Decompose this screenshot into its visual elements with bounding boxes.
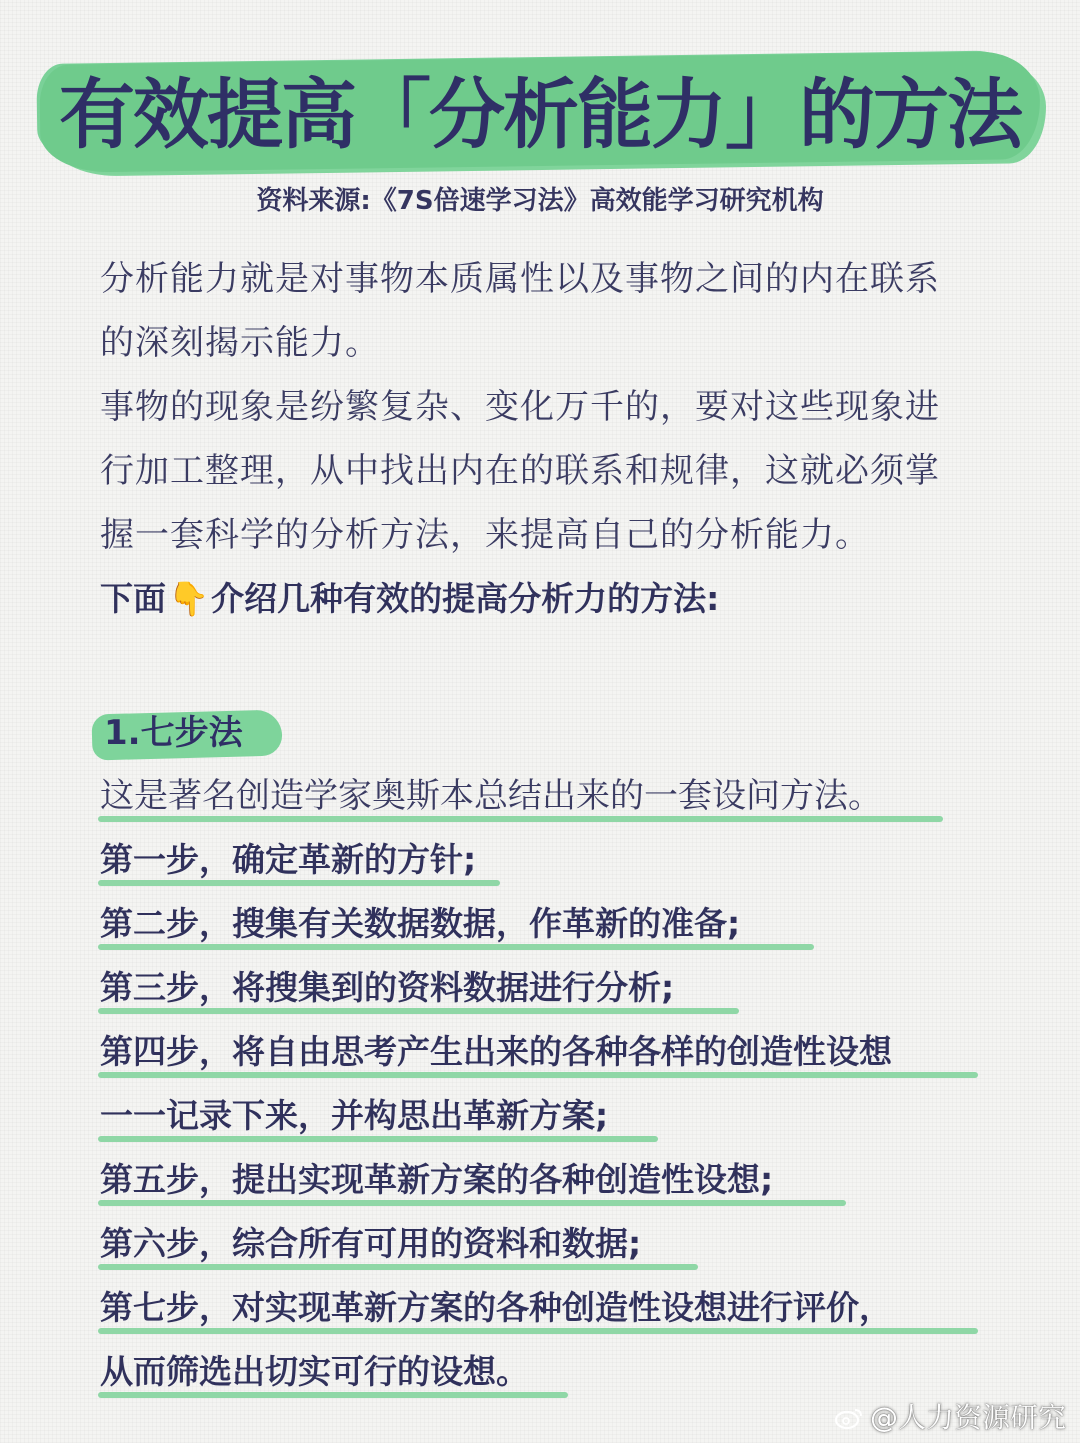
step-text: 第二步，搜集有关数据数据，作革新的准备; (100, 904, 741, 943)
step-item (100, 892, 1040, 956)
step-item (100, 1020, 1040, 1084)
intro-line: 行加工整理，从中找出内在的联系和规律，这就必须掌 (100, 451, 940, 491)
section-heading (100, 700, 243, 770)
step-text: 一一记录下来，并构思出革新方案; (100, 1096, 609, 1135)
watermark-text: @人力资源研究 (869, 1401, 1066, 1434)
step-item (100, 1148, 1040, 1212)
step-text: 第七步，对实现革新方案的各种创造性设想进行评价， (100, 1288, 892, 1327)
watermark (834, 1400, 1066, 1436)
title-area (0, 40, 1080, 180)
step-item (100, 828, 1040, 892)
intro-line: 事物的现象是纷繁复杂、变化万千的，要对这些现象进 (100, 387, 940, 427)
step-item (100, 1340, 1040, 1404)
intro-paragraph (100, 247, 1020, 631)
step-text: 第一步，确定革新的方针; (100, 840, 477, 879)
methods-lead-after: 介绍几种有效的提高分析力的方法: (211, 579, 720, 618)
intro-line: 分析能力就是对事物本质属性以及事物之间的内在联系 (100, 259, 940, 299)
section-intro-text: 这是著名创造学家奥斯本总结出来的一套设问方法。 (100, 776, 882, 816)
step-text: 第四步，将自由思考产生出来的各种各样的创造性设想 (100, 1032, 892, 1071)
weibo-icon (834, 1402, 864, 1424)
step-text: 从而筛选出切实可行的设想。 (100, 1352, 529, 1391)
intro-line: 握一套科学的分析方法，来提高自己的分析能力。 (100, 515, 870, 555)
step-item (100, 956, 1040, 1020)
step-item (100, 1084, 1040, 1148)
methods-lead (100, 567, 1020, 631)
section-title: 1.七步法 (104, 713, 243, 753)
pointing-down-icon: 👇 (168, 579, 210, 618)
step-text: 第三步，将搜集到的资料数据进行分析; (100, 968, 675, 1007)
section-intro (100, 764, 1040, 828)
methods-lead-before: 下面 (100, 579, 166, 618)
page-title: 有效提高「分析能力」的方法 (59, 70, 1021, 159)
step-text: 第五步，提出实现革新方案的各种创造性设想; (100, 1160, 774, 1199)
intro-line: 的深刻揭示能力。 (100, 323, 380, 363)
step-text: 第六步，综合所有可用的资料和数据; (100, 1224, 642, 1263)
steps-list (100, 764, 1040, 1404)
step-item (100, 1276, 1040, 1340)
source-line: 资料来源:《7S倍速学习法》高效能学习研究机构 (256, 186, 824, 216)
step-item (100, 1212, 1040, 1276)
